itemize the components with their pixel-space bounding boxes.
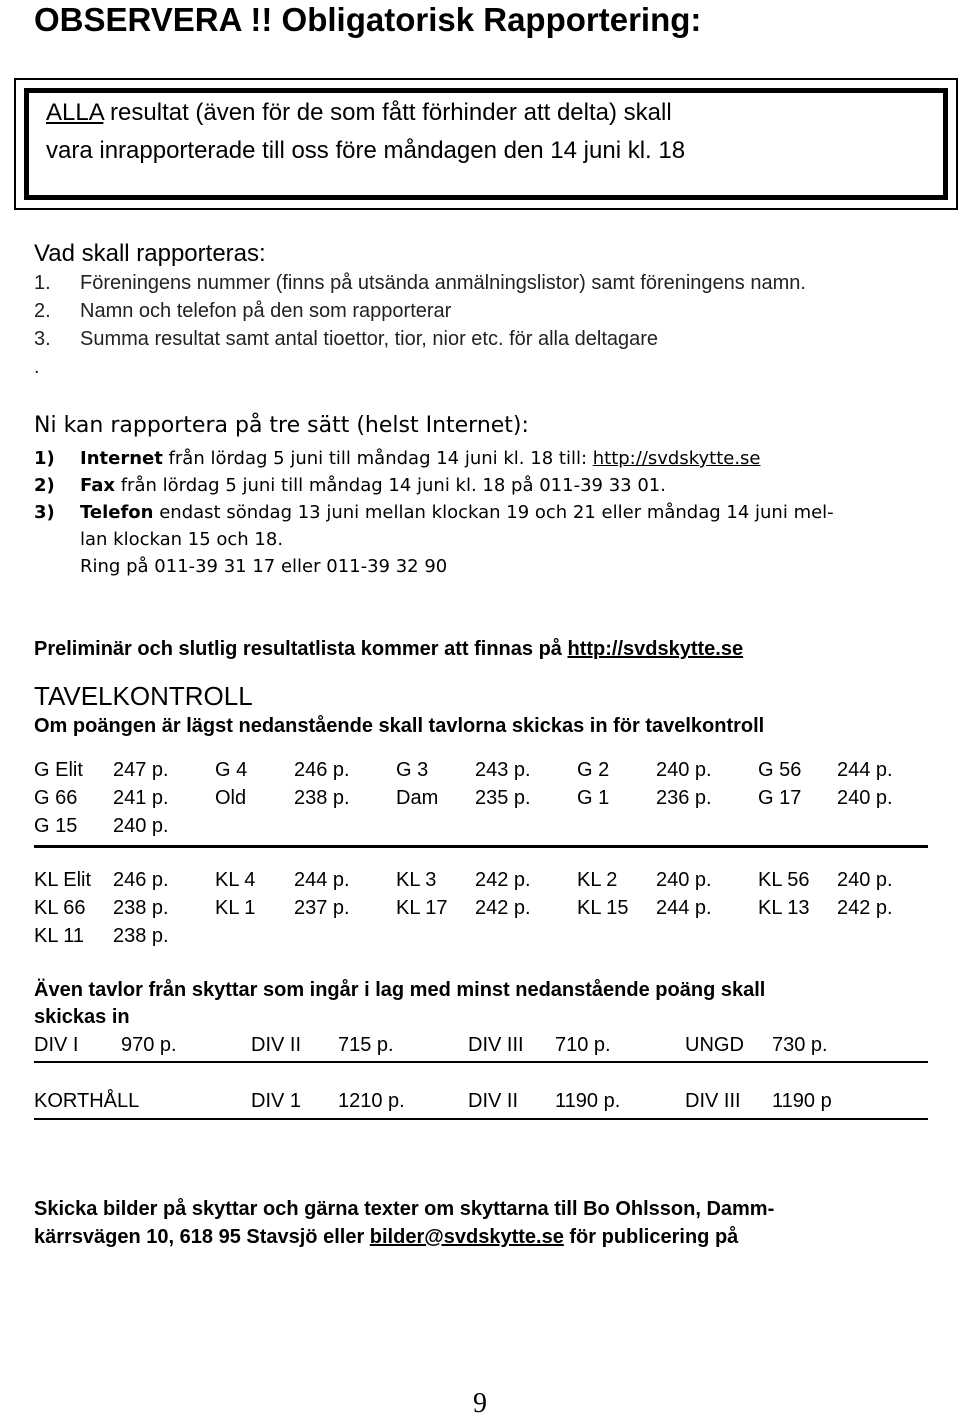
- min-score: 244 p.: [837, 759, 893, 781]
- class-label: KL 4: [215, 869, 256, 891]
- item-text: Namn och telefon på den som rapporterar: [80, 300, 452, 322]
- notice-line-1-text: resultat (även för de som fått förhinder att delta) skall: [103, 99, 672, 126]
- what-item-1: [34, 270, 806, 296]
- method-name: Fax: [80, 475, 115, 496]
- min-score: 238 p.: [113, 925, 169, 947]
- min-score: 246 p.: [294, 759, 350, 781]
- item-text: Summa resultat samt antal tioettor, tior, nior etc. för alla deltagare: [80, 328, 659, 350]
- photos-line-1: Skicka bilder på skyttar och gärna texter om skyttarna till Bo Ohlsson, Damm-: [34, 1198, 775, 1220]
- class-label: DIV I: [34, 1034, 79, 1056]
- class-label: KL 11: [34, 925, 85, 947]
- team-line-1: Även tavlor från skyttar som ingår i lag med minst nedanstående poäng skall: [34, 979, 766, 1001]
- item-number: 1.: [34, 272, 51, 294]
- min-score: 236 p.: [656, 787, 712, 809]
- min-score: 240 p.: [656, 759, 712, 781]
- class-label: KL 13: [758, 897, 810, 919]
- page-title: OBSERVERA !! Obligatorisk Rapportering:: [34, 1, 702, 38]
- min-score: 244 p.: [294, 869, 350, 891]
- divider: [34, 1061, 928, 1063]
- min-score: 235 p.: [475, 787, 531, 809]
- method-number: 2): [34, 475, 55, 496]
- notice-line-2: vara inrapporterade till oss före måndagen den 14 juni kl. 18: [46, 137, 686, 164]
- tavel-sub: Om poängen är lägst nedanstående skall tavlorna skickas in för tavelkontroll: [34, 715, 765, 737]
- photos-text: kärrsvägen 10, 618 95 Stavsjö eller: [34, 1226, 370, 1248]
- min-score: 240 p.: [113, 815, 169, 837]
- min-score: 246 p.: [113, 869, 169, 891]
- class-label: DIV III: [685, 1090, 741, 1112]
- min-score: 243 p.: [475, 759, 531, 781]
- prelim-text: Preliminär och slutlig resultatlista kommer att finnas på: [34, 638, 568, 660]
- min-score: 247 p.: [113, 759, 169, 781]
- method-telefon: [34, 500, 834, 526]
- method-fax: [34, 473, 666, 499]
- class-label: G 1: [577, 787, 610, 809]
- class-label: G 56: [758, 759, 802, 781]
- class-label: DIV III: [468, 1034, 524, 1056]
- email-link[interactable]: bilder@svdskytte.se: [369, 1226, 564, 1248]
- prelim-line: [34, 636, 743, 662]
- method-internet: [34, 446, 761, 472]
- min-score: 1190 p.: [555, 1090, 621, 1112]
- item-text: Föreningens nummer (finns på utsända anmälningslistor) samt föreningens namn.: [80, 272, 806, 294]
- what-heading: Vad skall rapporteras:: [34, 240, 266, 267]
- class-label: KL 17: [396, 897, 448, 919]
- class-label: Old: [215, 787, 247, 809]
- class-label: DIV II: [251, 1034, 302, 1056]
- min-score: 242 p.: [837, 897, 893, 919]
- min-score: 238 p.: [294, 787, 350, 809]
- what-item-3: [34, 326, 658, 352]
- min-score: 242 p.: [475, 869, 531, 891]
- photos-text-end: för publicering på: [563, 1226, 739, 1248]
- class-label: UNGD: [685, 1034, 744, 1056]
- tavel-heading: TAVELKONTROLL: [34, 681, 253, 711]
- class-label: KORTHÅLL: [34, 1090, 140, 1112]
- team-line-2: skickas in: [34, 1006, 130, 1028]
- method-name: Telefon: [80, 502, 154, 523]
- class-label: G 15: [34, 815, 78, 837]
- methods-heading: Ni kan rapportera på tre sätt (helst Internet):: [34, 413, 529, 438]
- item-number: 3.: [34, 328, 51, 350]
- min-score: 970 p.: [121, 1034, 177, 1056]
- item-number: 2.: [34, 300, 51, 322]
- method-text: från lördag 5 juni till måndag 14 juni kl. 18 på 011-39 33 01.: [115, 475, 666, 496]
- notice-alla: ALLA: [46, 99, 104, 126]
- min-score: 240 p.: [837, 869, 893, 891]
- what-dot: .: [34, 356, 40, 378]
- min-score: 238 p.: [113, 897, 169, 919]
- method-telefon-ring: Ring på 011-39 31 17 eller 011-39 32 90: [80, 556, 448, 577]
- class-label: G Elit: [34, 759, 83, 781]
- class-label: KL Elit: [34, 869, 92, 891]
- method-number: 1): [34, 448, 55, 469]
- photos-line-2: [34, 1224, 738, 1250]
- min-score: 241 p.: [113, 787, 169, 809]
- method-text: endast söndag 13 juni mellan klockan 19 och 21 eller måndag 14 juni mel-: [153, 502, 834, 523]
- class-label: KL 56: [758, 869, 810, 891]
- min-score: 710 p.: [555, 1034, 611, 1056]
- method-name: Internet: [80, 448, 163, 469]
- min-score: 715 p.: [338, 1034, 394, 1056]
- class-label: KL 15: [577, 897, 629, 919]
- method-text: från lördag 5 juni till måndag 14 juni kl. 18 till:: [162, 448, 593, 469]
- class-label: G 2: [577, 759, 610, 781]
- min-score: 730 p.: [772, 1034, 828, 1056]
- min-score: 240 p.: [656, 869, 712, 891]
- svdskytte-link[interactable]: http://svdskytte.se: [592, 448, 761, 469]
- divider: [34, 845, 928, 848]
- min-score: 237 p.: [294, 897, 350, 919]
- class-label: DIV 1: [251, 1090, 302, 1112]
- class-label: G 66: [34, 787, 78, 809]
- class-label: KL 1: [215, 897, 256, 919]
- what-item-2: [34, 298, 451, 324]
- class-label: DIV II: [468, 1090, 519, 1112]
- method-number: 3): [34, 502, 55, 523]
- page-number: 9: [473, 1388, 487, 1419]
- class-label: KL 2: [577, 869, 618, 891]
- min-score: 1190 p: [772, 1090, 832, 1112]
- method-telefon-cont: lan klockan 15 och 18.: [80, 529, 284, 550]
- notice-line-1: [46, 98, 672, 128]
- divider: [34, 1118, 928, 1120]
- class-label: G 3: [396, 759, 429, 781]
- class-label: G 4: [215, 759, 248, 781]
- class-label: G 17: [758, 787, 802, 809]
- class-label: KL 66: [34, 897, 86, 919]
- class-label: KL 3: [396, 869, 437, 891]
- min-score: 244 p.: [656, 897, 712, 919]
- min-score: 240 p.: [837, 787, 893, 809]
- min-score: 1210 p.: [338, 1090, 405, 1112]
- class-label: Dam: [396, 787, 439, 809]
- prelim-link[interactable]: http://svdskytte.se: [567, 638, 744, 660]
- min-score: 242 p.: [475, 897, 531, 919]
